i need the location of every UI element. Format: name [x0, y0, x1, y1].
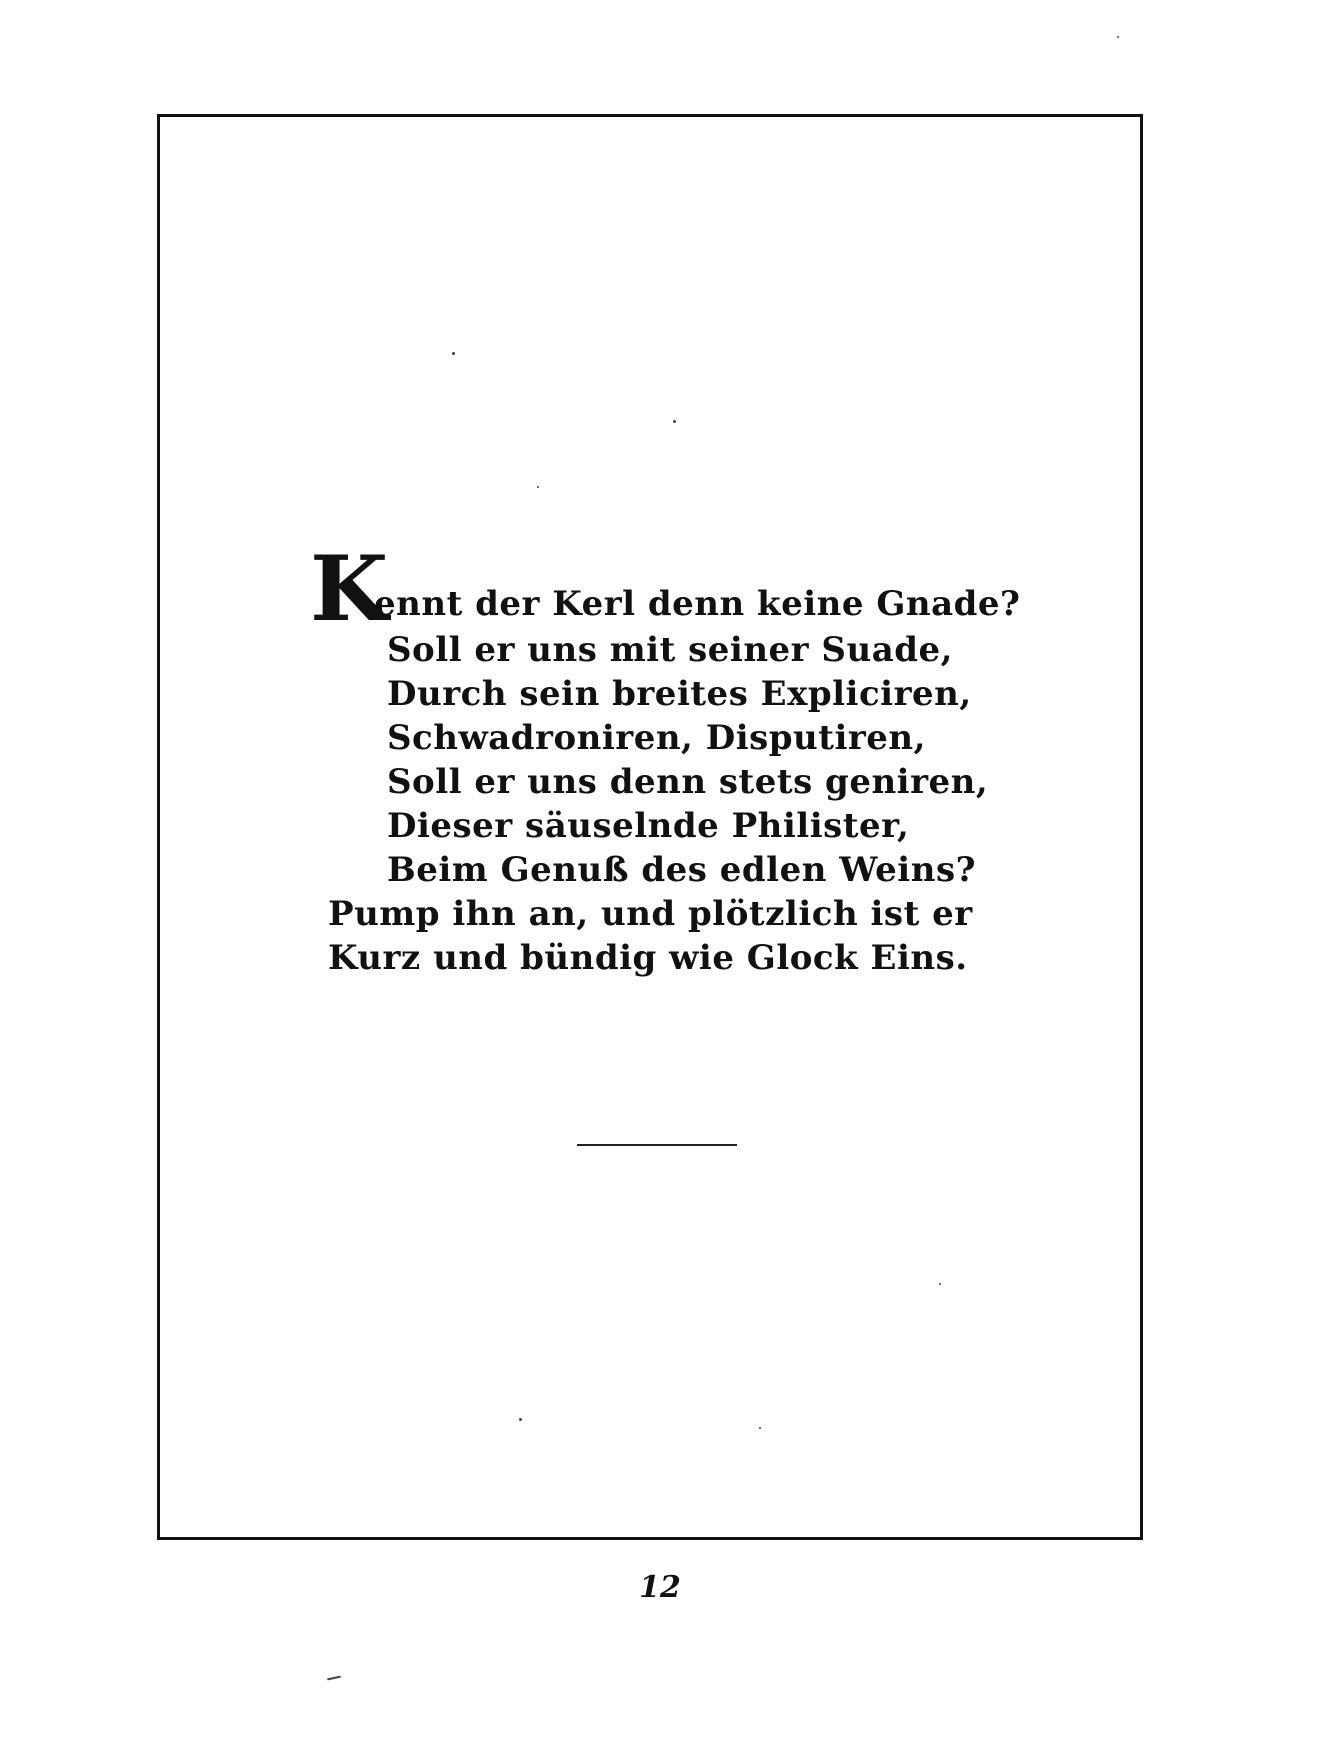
scan-speck [939, 1283, 941, 1285]
scan-speck [519, 1418, 522, 1421]
scan-speck [673, 420, 676, 423]
poem-indented-lines [310, 628, 1010, 892]
poem-line: Dieser säuselnde Philister, [387, 806, 910, 846]
poem-line: Durch sein breites Expliciren, [387, 674, 972, 714]
drop-cap-initial: K [310, 536, 389, 642]
poem-first-line-text: ennt der Kerl denn keine Gnade? [374, 584, 1021, 624]
scan-speck [327, 1676, 341, 1681]
poem-closing-line: Kurz und bündig wie Glock Eins. [328, 938, 968, 978]
section-divider-rule [577, 1144, 737, 1146]
poem-first-line [310, 536, 1021, 642]
poem-closing-line: Pump ihn an, und plötzlich ist er [328, 894, 973, 934]
poem-line: Beim Genuß des edlen Weins? [387, 850, 977, 890]
scan-speck [759, 1427, 761, 1429]
poem-closing-lines [310, 892, 1010, 980]
page-number: 12 [639, 1570, 681, 1605]
poem-line: Soll er uns denn stets geniren, [387, 762, 989, 802]
poem-line: Schwadroniren, Disputiren, [387, 718, 926, 758]
poem-line: Soll er uns mit seiner Suade, [387, 630, 953, 670]
scan-speck [537, 486, 539, 488]
scan-speck [1117, 36, 1119, 38]
poem-block [310, 536, 1021, 980]
scan-speck [452, 352, 455, 355]
